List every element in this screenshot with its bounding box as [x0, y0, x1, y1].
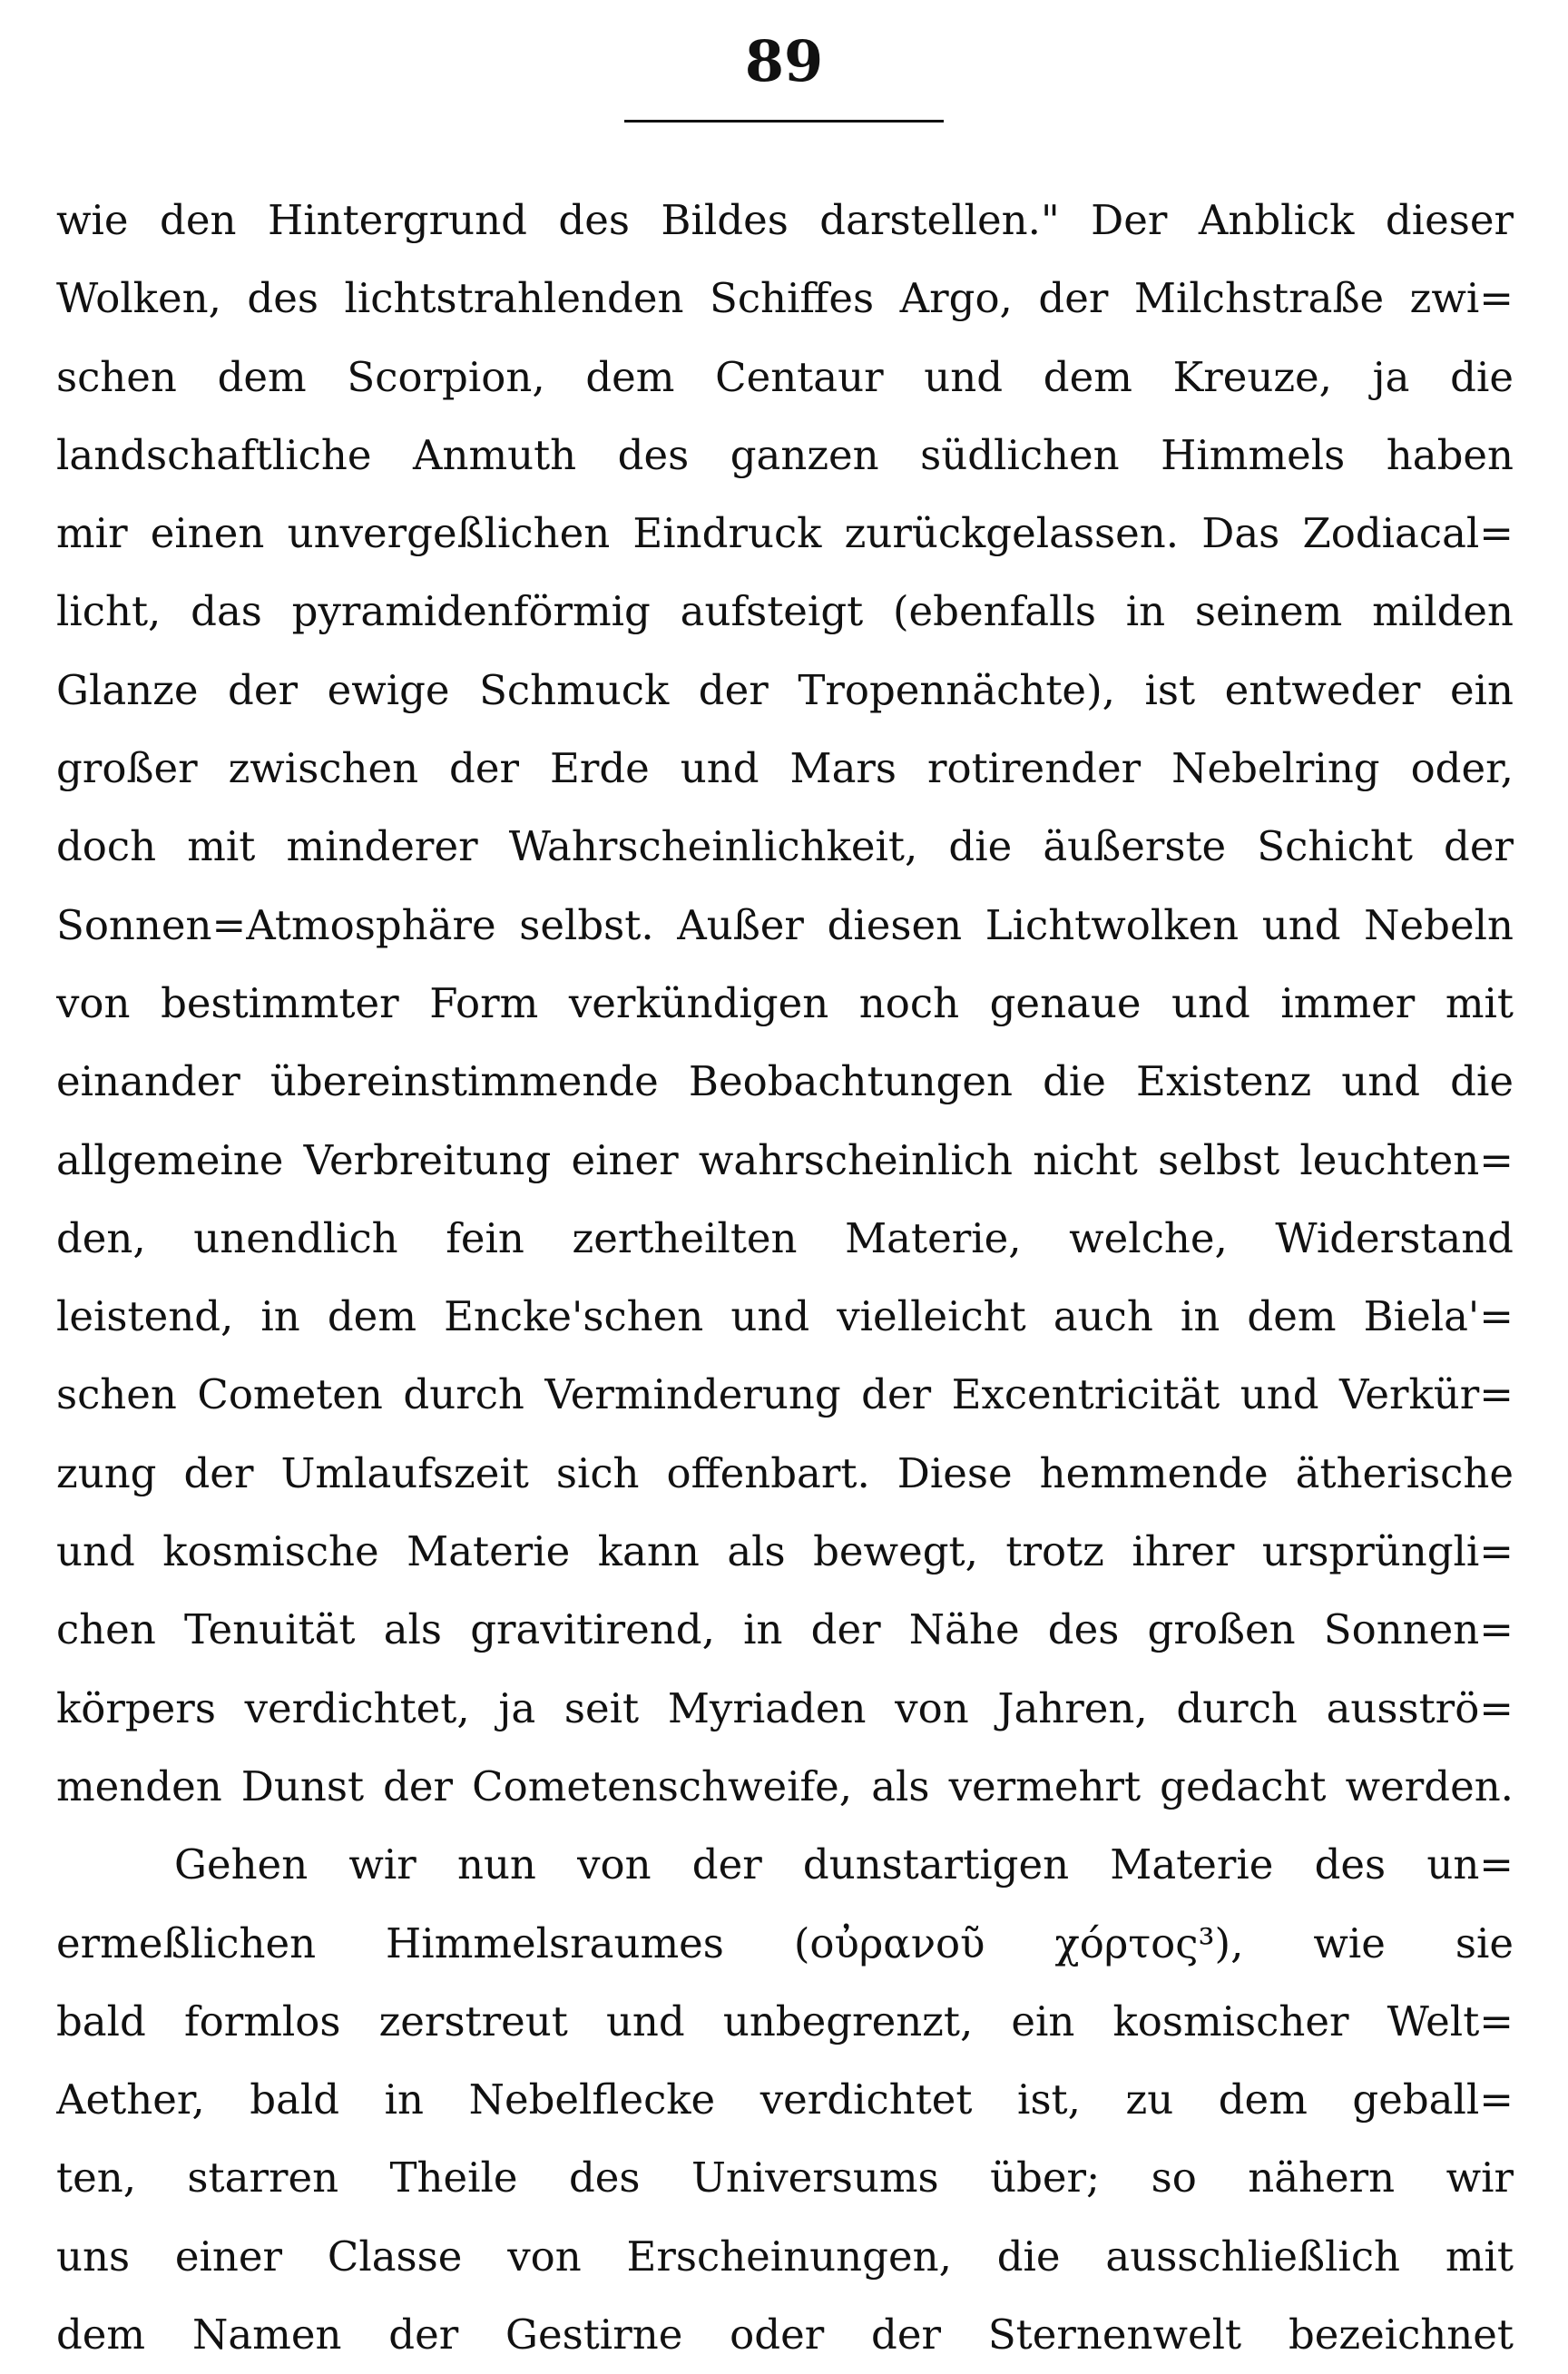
text-line: ermeßlichen Himmelsraumes (οὐρανοῦ χόρτος³), wie sie: [56, 1918, 1514, 1967]
text-line: dem Namen der Gestirne oder der Sternenwelt bezeichnet: [56, 2310, 1514, 2359]
text-line: großer zwischen der Erde und Mars rotirender Nebelring oder,: [56, 744, 1514, 793]
text-line: und kosmische Materie kann als bewegt, trotz ihrer ursprüngli=: [56, 1527, 1514, 1576]
text-line: doch mit minderer Wahrscheinlichkeit, die äußerste Schicht der: [56, 822, 1514, 871]
text-line: wie den Hintergrund des Bildes darstellen." Der Anblick dieser: [56, 196, 1514, 244]
text-line: Glanze der ewige Schmuck der Tropennächte), ist entweder ein: [56, 665, 1514, 714]
text-line: einander übereinstimmende Beobachtungen die Existenz und die: [56, 1057, 1514, 1106]
text-line: von bestimmter Form verkündigen noch genaue und immer mit: [56, 978, 1514, 1027]
text-line: leistend, in dem Encke'schen und vielleicht auch in dem Biela'=: [56, 1292, 1514, 1341]
text-line: allgemeine Verbreitung einer wahrscheinlich nicht selbst leuchten=: [56, 1135, 1514, 1184]
text-line: mir einen unvergeßlichen Eindruck zurückgelassen. Das Zodiacal=: [56, 509, 1514, 558]
body-text: [56, 181, 1514, 2374]
text-line: landschaftliche Anmuth des ganzen südlichen Himmels haben: [56, 430, 1514, 479]
text-line: Sonnen=Atmosphäre selbst. Außer diesen Lichtwolken und Nebeln: [56, 900, 1514, 949]
text-line: licht, das pyramidenförmig aufsteigt (ebenfalls in seinem milden: [56, 587, 1514, 636]
text-line: uns einer Classe von Erscheinungen, die ausschließlich mit: [56, 2232, 1514, 2281]
text-line: menden Dunst der Cometenschweife, als vermehrt gedacht werden.: [56, 1761, 1514, 1810]
page-number: 89: [744, 28, 824, 94]
text-line: schen dem Scorpion, dem Centaur und dem Kreuze, ja die: [56, 352, 1514, 401]
text-line: chen Tenuität als gravitirend, in der Nähe des großen Sonnen=: [56, 1605, 1514, 1654]
text-line: Aether, bald in Nebelflecke verdichtet ist, zu dem geball=: [56, 2075, 1514, 2124]
text-line: bald formlos zerstreut und unbegrenzt, ein kosmischer Welt=: [56, 1996, 1514, 2045]
text-line: körpers verdichtet, ja seit Myriaden von Jahren, durch ausströ=: [56, 1683, 1514, 1732]
paragraph-first-line: Gehen wir nun von der dunstartigen Materie des un=: [174, 1840, 1514, 1889]
text-line: zung der Umlaufszeit sich offenbart. Diese hemmende ätherische: [56, 1448, 1514, 1497]
text-line: den, unendlich fein zertheilten Materie, welche, Widerstand: [56, 1213, 1514, 1262]
text-line: Wolken, des lichtstrahlenden Schiffes Argo, der Milchstraße zwi=: [56, 274, 1514, 323]
header-rule: [624, 120, 944, 123]
text-line: ten, starren Theile des Universums über; so nähern wir: [56, 2153, 1514, 2202]
text-line: schen Cometen durch Verminderung der Excentricität und Verkür=: [56, 1370, 1514, 1419]
